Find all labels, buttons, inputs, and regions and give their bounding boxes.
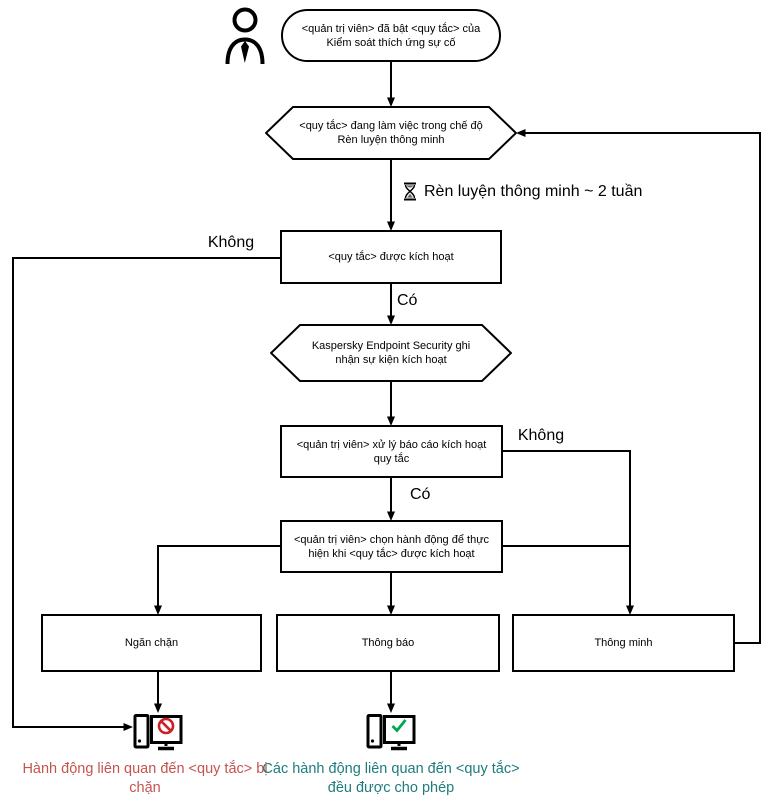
node-kes-event bbox=[270, 324, 512, 382]
node-action-smart-label: Thông minh bbox=[594, 637, 653, 649]
branch-label-no-2: Không bbox=[517, 427, 565, 444]
branch-label-yes-2: Có bbox=[410, 486, 431, 503]
node-training-mode bbox=[265, 106, 517, 160]
branch-label-no-1: Không bbox=[207, 234, 255, 251]
node-rule-triggered bbox=[280, 230, 502, 284]
caption-blocked-line1: Hành động liên quan đến <quy tắc> bị bbox=[22, 761, 268, 777]
caption-allowed bbox=[256, 760, 526, 798]
node-start bbox=[281, 9, 501, 62]
branch-label-yes-1: Có bbox=[397, 292, 418, 309]
training-duration-label: Rèn luyện thông minh ~ 2 tuần bbox=[424, 182, 643, 200]
node-action-notify-label: Thông báo bbox=[361, 637, 415, 649]
hourglass-icon bbox=[403, 182, 417, 201]
caption-blocked-line2: chặn bbox=[129, 780, 161, 796]
node-training-mode-label: <quy tắc> đang làm việc trong chế độ Rèn luyện thông minh bbox=[299, 120, 483, 146]
training-duration bbox=[403, 182, 642, 201]
node-action-block-label: Ngăn chặn bbox=[124, 637, 179, 649]
caption-allowed-line2: đều được cho phép bbox=[327, 780, 455, 796]
node-admin-report-label: <quản trị viên> xử lý báo cáo kích hoạt quy tắc bbox=[296, 438, 487, 465]
caption-allowed-line1: Các hành động liên quan đến <quy tắc> bbox=[262, 761, 520, 777]
person-icon bbox=[224, 6, 266, 66]
caption-blocked bbox=[2, 760, 288, 798]
node-admin-report bbox=[280, 425, 503, 478]
node-action-notify bbox=[276, 614, 500, 672]
node-action-block bbox=[41, 614, 262, 672]
node-rule-triggered-label: <quy tắc> được kích hoạt bbox=[328, 251, 454, 263]
computer-blocked-icon bbox=[133, 712, 183, 752]
node-start-label: <quản trị viên> đã bật <quy tắc> của Kiểm soát thích ứng sự cố bbox=[301, 22, 481, 49]
computer-allowed-icon bbox=[366, 712, 416, 752]
node-action-smart bbox=[512, 614, 735, 672]
node-kes-event-label: Kaspersky Endpoint Security ghi nhận sự kiện kích hoạt bbox=[311, 340, 471, 366]
node-admin-action bbox=[280, 520, 503, 573]
node-admin-action-label: <quản trị viên> chọn hành động để thực hiện khi <quy tắc> được kích hoạt bbox=[293, 533, 490, 560]
